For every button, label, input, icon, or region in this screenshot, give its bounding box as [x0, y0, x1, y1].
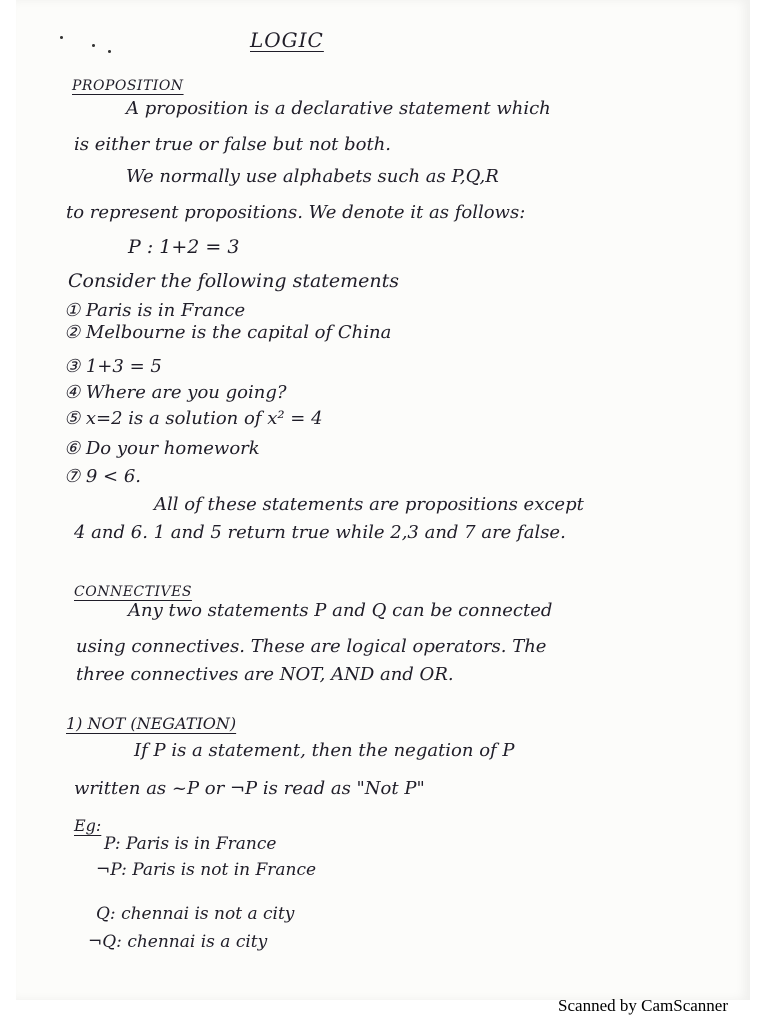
text-line: Any two statements P and Q can be connected	[128, 600, 553, 621]
text-line: three connectives are NOT, AND and OR.	[76, 664, 454, 685]
text-line: We normally use alphabets such as P,Q,R	[126, 166, 499, 187]
text-line: If P is a statement, then the negation of P	[134, 740, 515, 761]
text-line: using connectives. These are logical operators. The	[76, 636, 547, 657]
list-item: ⑤ x=2 is a solution of x² = 4	[64, 408, 323, 429]
text-line: written as ~P or ¬P is read as "Not P"	[74, 778, 425, 799]
proposition-example: P : 1+2 = 3	[128, 236, 240, 258]
list-item: ④ Where are you going?	[64, 382, 287, 403]
page-speck	[60, 36, 63, 39]
page-speck	[108, 50, 111, 53]
conclusion-line: All of these statements are propositions except	[154, 494, 584, 515]
example-line: ¬P: Paris is not in France	[96, 860, 317, 880]
example-label: Eg:	[74, 816, 102, 835]
example-line: ¬Q: chennai is a city	[88, 932, 268, 952]
text-line: Consider the following statements	[68, 270, 400, 292]
example-line: Q: chennai is not a city	[96, 904, 295, 924]
scanner-watermark: Scanned by CamScanner	[558, 996, 728, 1015]
list-item: ③ 1+3 = 5	[64, 356, 162, 377]
section-heading-connectives: CONNECTIVES	[74, 584, 192, 600]
text-line: is either true or false but not both.	[74, 134, 392, 155]
page-speck	[92, 44, 95, 47]
list-item: ⑦ 9 < 6.	[64, 466, 142, 487]
page-title: LOGIC	[250, 28, 324, 52]
list-item: ② Melbourne is the capital of China	[64, 322, 392, 343]
conclusion-line: 4 and 6. 1 and 5 return true while 2,3 and 7 are false.	[74, 522, 566, 543]
section-heading-proposition: PROPOSITION	[72, 78, 184, 94]
text-line: A proposition is a declarative statement which	[126, 98, 551, 119]
section-heading-negation: 1) NOT (NEGATION)	[66, 714, 237, 733]
list-item: ① Paris is in France	[64, 300, 246, 321]
text-line: to represent propositions. We denote it as follows:	[66, 202, 526, 223]
example-line: P: Paris is in France	[104, 834, 277, 854]
list-item: ⑥ Do your homework	[64, 438, 260, 459]
